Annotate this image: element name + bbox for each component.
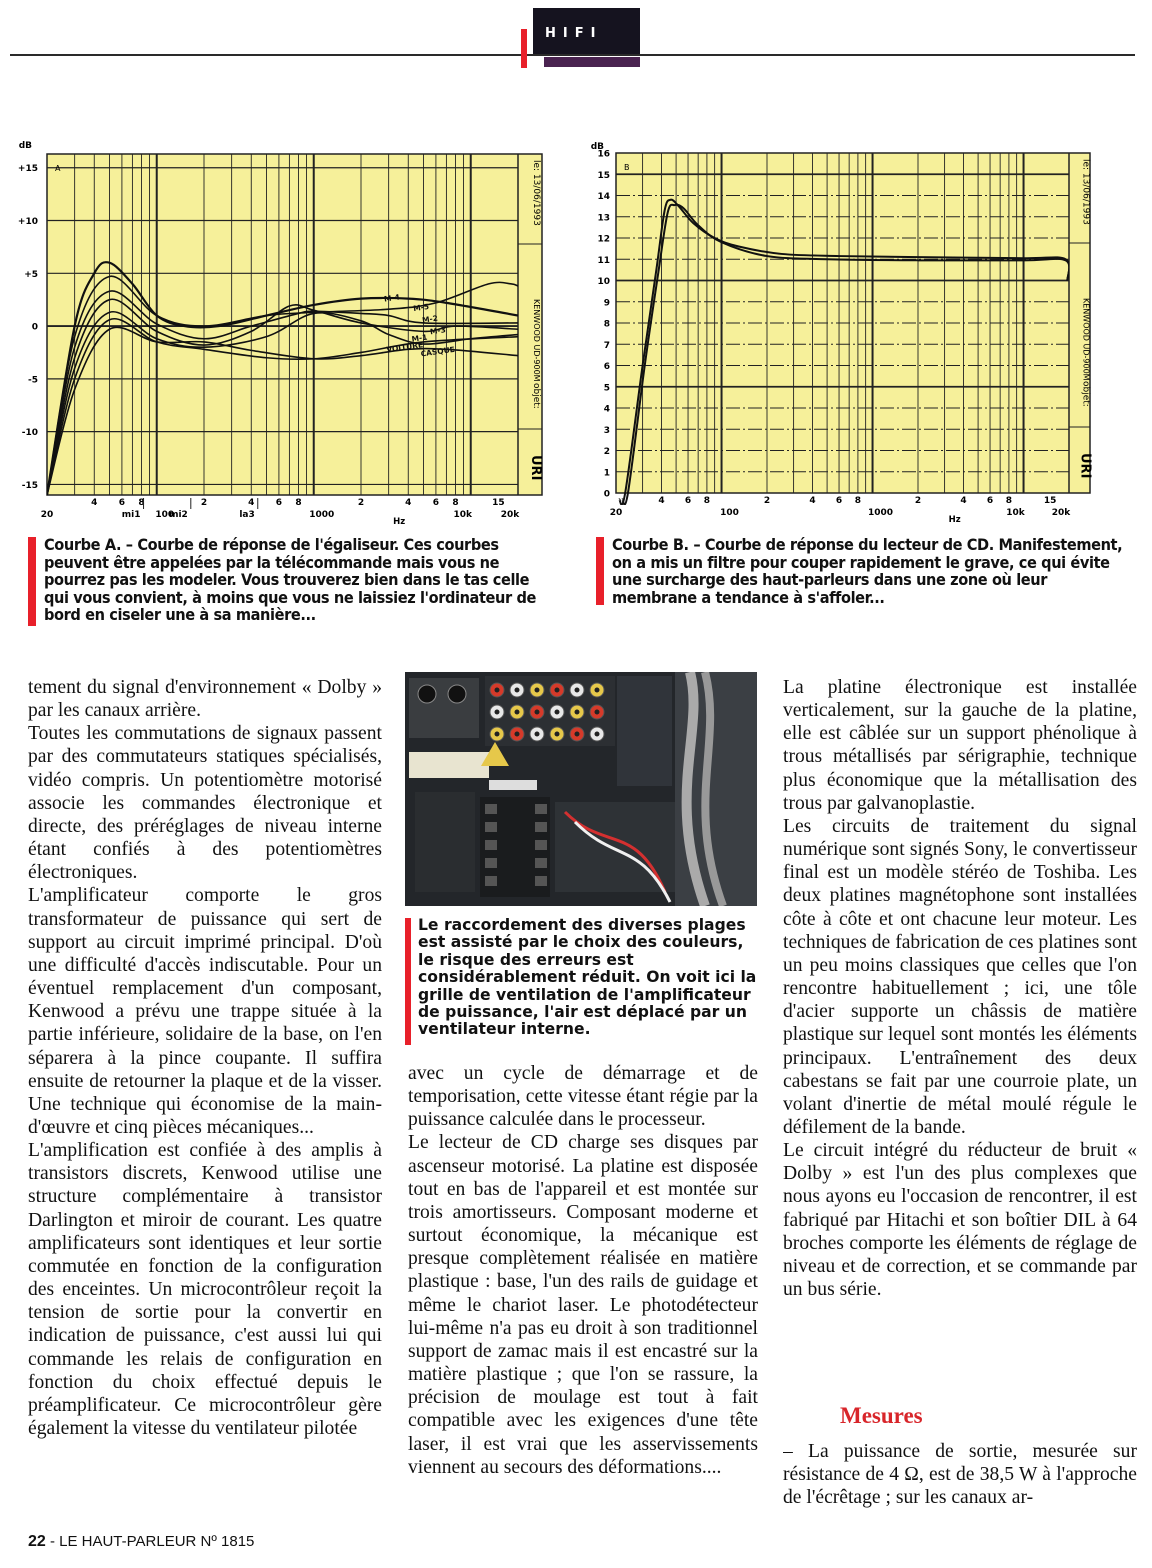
y-axis-unit: dB: [18, 141, 32, 151]
x-tick-label-major: 100: [720, 508, 739, 518]
chip-pin: [535, 858, 547, 868]
x-tick-label-minor: 8: [703, 496, 711, 506]
caption-curve-a: Courbe A. – Courbe de réponse de l'égaliseur. Ces courbes peuvent être appelées par la télécommande mais vous ne pourrez pas les modeler. Vous trouverez bien dans le tas celle qui vous convient, à moins que vous ne laissiez l'ordinateur de bord en ciseler une à sa manière...: [44, 535, 536, 625]
x-tick-label-minor: 6: [118, 498, 126, 508]
chip-pin: [535, 876, 547, 886]
caption-b-bar: [596, 537, 604, 605]
x-tick-label-major: 10k: [453, 510, 472, 520]
chart-letter: A: [55, 164, 61, 173]
paragraph: Les circuits de traitement du signal numérique sont signés Sony, le convertisseur final est un modèle stéréo de Toshiba. Les deux platines magnétophone sont installées côte à côte et ont chacune leur moteur. Les techniques de fabrication de ces platines sont un peu moins classiques que celles que l'on rencontre habituellement ; ici, une tôle d'acier supporte un châssis de matière plastique sur lequel sont montés les éléments principaux. L'entraînement des deux cabestans se fait par une courroie plate, un volant d'inertie de métal moulé régule le défilement de la bande.: [783, 815, 1137, 1138]
y-tick-label: 8: [603, 319, 610, 330]
x-axis-unit: Hz: [393, 517, 406, 527]
paragraph: Le circuit intégré du réducteur de bruit « Dolby » est l'un des plus complexes que nous ayons eu l'occasion de rencontrer, il est fabriqué par Hitachi et son boîtier DIL à 64 broches comporte les éléments de réglage de niveau et de correction, et se commande par un bus série.: [783, 1140, 1137, 1301]
x-tick-label-minor: 6: [684, 496, 692, 506]
series-label: M-1: [411, 332, 428, 344]
x-tick-label-minor: 2: [357, 498, 365, 508]
y-axis-unit: dB: [590, 142, 604, 152]
x-tick-label-minor: 6: [275, 498, 283, 508]
x-tick-label-minor: 4: [809, 496, 816, 506]
x-tick-label-major: 1000: [309, 510, 335, 520]
x-tick-label-minor: 6: [986, 496, 994, 506]
mesures-paragraph: – La puissance de sortie, mesurée sur résistance de 4 Ω, est de 38,5 W à l'approche de l'écrêtage ; sur les canaux ar-: [783, 1441, 1137, 1509]
rca-jack-center: [575, 732, 580, 737]
y-tick-label: 10: [597, 277, 610, 287]
rca-jack-center: [495, 688, 500, 693]
x-tick-label-minor: 2: [763, 496, 771, 506]
x-tick-label-minor: 15: [1043, 496, 1057, 506]
rca-jack-center: [535, 688, 540, 693]
x-tick-label-minor: 8: [295, 498, 302, 508]
y-tick-label: +15: [17, 164, 38, 175]
amplifier-rear-panel-photo: [405, 672, 757, 906]
x-tick-label-minor: 4: [248, 498, 255, 508]
y-tick-label: 14: [597, 192, 610, 202]
x-tick-label-minor: 2: [200, 498, 208, 508]
x-axis-unit: Hz: [948, 515, 961, 525]
series-label: VOITURE: [385, 340, 424, 355]
y-tick-label: 15: [597, 170, 610, 181]
rca-jack-center: [595, 688, 600, 693]
chip-pin: [485, 876, 497, 886]
paragraph: tement du signal d'environnement « Dolby » par les canaux arrière.: [28, 677, 382, 722]
strip-date: le: 13/06/1993: [531, 160, 541, 226]
y-tick-label: 6: [603, 362, 610, 372]
paragraph: Le lecteur de CD charge ses disques par ascenseur motorisé. La platine est disposée tout en bas de l'appareil et est montée sur trois amortisseurs. Composant moderne et surtout économique, la mécanique est presque complètement réalisée en matière plastique : base, l'un des rails de guidage et même le chariot laser. Le photodétecteur lui-même n'a pas eu droit à son traditionnel support de zamac mais il est encastré sur la matière plastique ; que l'on se rassure, la précision de moulage est tout à fait compatible avec les exigences d'une tête laser, il est vrai que les asservissements viennent au secours des déformations....: [408, 1132, 758, 1478]
rca-jack-center: [515, 732, 520, 737]
y-tick-label: +10: [17, 217, 38, 228]
paragraph: La platine électronique est installée verticalement, sur la gauche de la platine, elle est câblée sur un support phénolique à trous métallisés par sérigraphie, technique plus économique que la métallisation des trous par galvanoplastie.: [783, 677, 1137, 814]
rca-jack-center: [495, 732, 500, 737]
caption-curve-b: Courbe B. – Courbe de réponse du lecteur de CD. Manifestement, on a mis un filtre pour couper rapidement le grave, ce qui évite une surcharge des haut-parleurs dans une zone où leur membrane a tendance à s'affoler...: [612, 535, 1123, 607]
rca-jack-center: [555, 688, 560, 693]
x-tick-label-minor: 4: [91, 498, 98, 508]
x-tick-label-major: 1000: [868, 508, 894, 518]
x-tick-label-major: 20: [40, 510, 54, 520]
series-label: M-4: [383, 292, 401, 304]
y-tick-label: 0: [31, 322, 38, 333]
y-tick-label: 12: [597, 234, 610, 245]
photo-caption: Le raccordement des diverses plages est assisté par le choix des couleurs, le risque des erreurs est considérablement réduit. On voit ici la grille de ventilation de l'amplificateur de puissance, l'air est déplacé par un ventilateur interne.: [418, 916, 757, 1039]
y-tick-label: -5: [28, 375, 38, 386]
y-tick-label: -15: [21, 480, 38, 491]
y-tick-label: 13: [597, 213, 610, 224]
chip-pin: [485, 804, 497, 814]
x-tick-label-minor: 15: [492, 498, 505, 508]
note-marker-label: la3: [239, 510, 255, 520]
series-label: CASQUE: [420, 344, 456, 359]
chip-pin: [535, 822, 547, 832]
y-tick-label: 7: [603, 340, 610, 351]
chip-pin: [535, 840, 547, 850]
strip-device: KENWOOD UD-900M: [532, 299, 541, 382]
strip-device: KENWOOD UD-900M: [1081, 298, 1091, 381]
series-label: M-2: [421, 313, 439, 325]
x-tick-label-minor: 6: [835, 496, 843, 506]
x-tick-label-major: 20k: [1051, 508, 1071, 518]
plot-background: [47, 154, 542, 495]
rca-jack-center: [595, 732, 600, 737]
chart-letter: B: [624, 163, 630, 172]
x-tick-label-minor: 6: [432, 498, 440, 508]
strip-object: objet:: [1080, 381, 1091, 407]
article-column-2: [408, 1062, 758, 1517]
x-tick-label-minor: 2: [914, 496, 922, 506]
paragraph: L'amplification est confiée à des amplis à transistors discrets, Kenwood utilise une structure complémentaire à transistor Darlington et miroir de courant. Les quatre amplificateurs sont identiques et leur sortie commutée en fonction de la configuration des enceintes. Un microcontrôleur reçoit la tension de sortie pour la convertir en indication de puissance, c'est aussi lui qui commande les relais de configuration en fonction du choix effectué depuis le préamplificateur. Ce microcontrôleur gère également la vitesse du ventilateur pilotée: [28, 1140, 382, 1439]
photo-caption-bar: [405, 918, 411, 1045]
section-heading-mesures: Mesures: [840, 1403, 923, 1428]
rca-jack-center: [515, 710, 520, 715]
x-tick-label-minor: 8: [138, 498, 145, 508]
y-tick-label: 1: [603, 468, 610, 479]
x-tick-label-major: 20: [609, 508, 623, 518]
paragraph: L'amplificateur comporte le gros transformateur de puissance qui sert de support au circuit imprimé principal. D'où une difficulté d'accès indiscutable. Pour un éventuel remplacement d'un composant, Kenwood a prévu une trappe située à la partie inférieure, solidaire de la base, on l'en séparera à la pince coupante. Il suffira ensuite de retourner la plaque et de la visser. Une technique qui économise de la main-d'œuvre et cinq pièces mécaniques...: [28, 885, 382, 1138]
y-tick-label: 0: [603, 489, 610, 500]
page-footer: [28, 1533, 254, 1551]
strip-logo: URI: [528, 455, 543, 481]
rca-jack-center: [535, 732, 540, 737]
series-label: M-5: [412, 301, 430, 314]
y-tick-label: +5: [24, 269, 38, 280]
rca-jack-center: [535, 710, 540, 715]
x-tick-label-minor: 4: [960, 496, 967, 506]
rca-jack-center: [555, 710, 560, 715]
y-tick-label: 11: [597, 255, 610, 266]
rca-jack-center: [595, 710, 600, 715]
note-marker-label: mi1: [121, 510, 141, 520]
y-tick-label: 4: [603, 404, 610, 415]
y-tick-label: -10: [21, 428, 38, 439]
chart-B: [591, 142, 1093, 525]
x-tick-label-major: 100: [155, 510, 175, 520]
strip-logo: URI: [1077, 453, 1093, 479]
photo-illustration: [405, 672, 757, 906]
x-tick-label-minor: 8: [452, 498, 459, 508]
chip-pin: [485, 858, 497, 868]
y-tick-label: 5: [603, 383, 610, 394]
chip-pin: [485, 840, 497, 850]
x-tick-label-minor: 8: [1005, 496, 1013, 506]
paragraph: Toutes les commutations de signaux passent par des commutateurs statiques spécialisés, vidéo compris. Un potentiomètre motorisé associe les commandes électronique et directe, des préréglages de niveau interne étant confiés à des potentiomètres électroniques.: [28, 723, 382, 884]
strip-date: le: 13/06/1993: [1080, 159, 1091, 225]
caption-a-bar: [28, 537, 36, 626]
rca-jack-center: [575, 710, 580, 715]
page-number: 22: [28, 1533, 46, 1550]
section-label: HIFI: [545, 26, 603, 41]
chart-A: [18, 141, 543, 527]
note-marker-label: mi2: [169, 510, 188, 520]
paragraph: avec un cycle de démarrage et de temporisation, cette vitesse étant régie par la puissance calculée dans le processeur.: [408, 1063, 758, 1131]
x-tick-label-major: 20k: [500, 510, 520, 520]
article-column-1: [28, 676, 382, 1516]
article-column-3: [783, 676, 1137, 1376]
publication-name: - LE HAUT-PARLEUR Nº 1815: [45, 1533, 255, 1550]
rca-jack-center: [515, 688, 520, 693]
chip-pin: [535, 804, 547, 814]
strip-object: objet:: [531, 383, 541, 409]
series-label: M-3: [429, 325, 447, 337]
response-charts: [0, 0, 1152, 540]
y-tick-label: 16: [597, 149, 610, 160]
y-tick-label: 9: [603, 298, 610, 309]
y-tick-label: 3: [603, 425, 610, 436]
y-tick-label: 2: [603, 447, 610, 457]
chip-pin: [485, 822, 497, 832]
x-tick-label-major: 10k: [1006, 508, 1025, 518]
rca-jack-center: [575, 688, 580, 693]
x-tick-label-minor: 4: [405, 498, 412, 508]
rca-jack-center: [495, 710, 500, 715]
x-tick-label-minor: 8: [854, 496, 862, 506]
x-tick-label-minor: 4: [658, 496, 665, 506]
rca-jack-center: [555, 732, 560, 737]
